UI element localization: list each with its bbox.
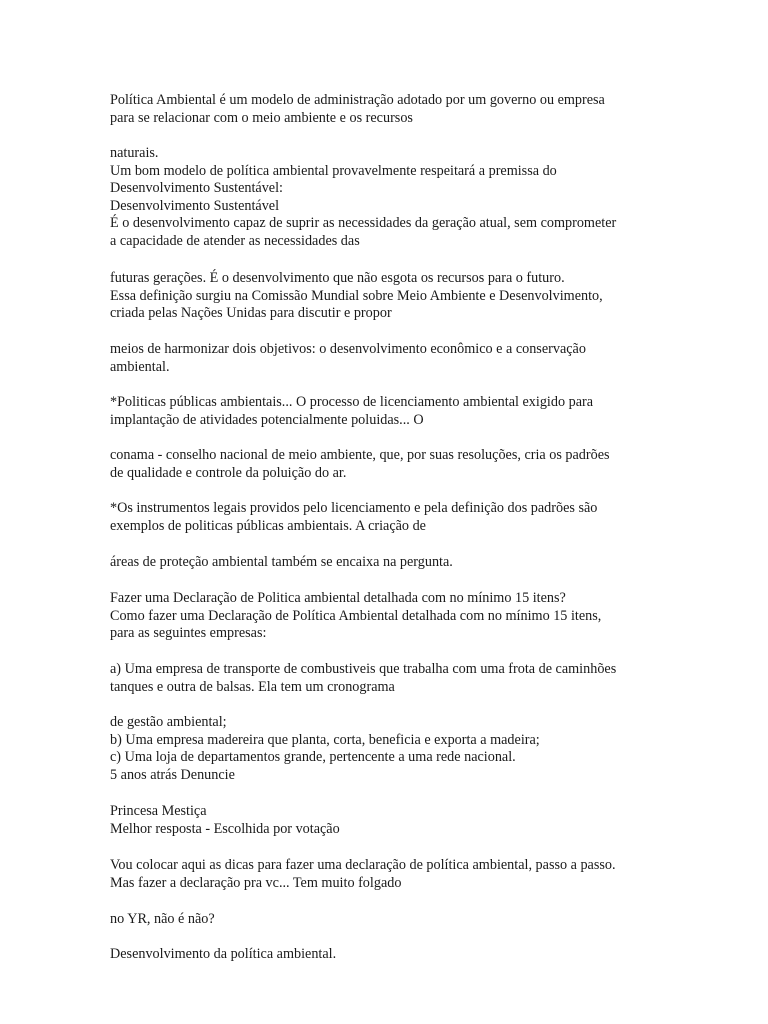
text-line: de gestão ambiental; (110, 714, 227, 730)
text-line: Política Ambiental é um modelo de administração adotado por um governo ou empresa (110, 92, 605, 108)
text-line: implantação de atividades potencialmente poluidas... O (110, 411, 424, 428)
text-line: Mas fazer a declaração pra vc... Tem muito folgado (110, 874, 402, 891)
paragraph-objectives (110, 341, 670, 376)
text-line: conama - conselho nacional de meio ambiente, que, por suas resoluções, cria os padrões (110, 447, 610, 463)
text-line: tanques e outra de balsas. Ela tem um cronograma (110, 678, 395, 695)
paragraph-company-a (110, 661, 670, 696)
text-line: Desenvolvimento da política ambiental. (110, 946, 337, 962)
paragraph-sustainable-development (110, 145, 670, 251)
paragraph-question (110, 590, 670, 643)
text-line: a capacidade de atender as necessidades das (110, 232, 360, 249)
text-line: É o desenvolvimento capaz de suprir as necessidades da geração atual, sem comprometer (110, 215, 617, 232)
text-line: b) Uma empresa madereira que planta, corta, beneficia e exporta a madeira; (110, 731, 540, 748)
text-line: naturais. (110, 145, 159, 161)
paragraph-intro (110, 92, 670, 127)
paragraph-companies-bc (110, 714, 670, 784)
text-line: Vou colocar aqui as dicas para fazer uma declaração de política ambiental, passo a passo. (110, 857, 616, 873)
paragraph-public-policies (110, 394, 670, 429)
text-line: Desenvolvimento Sustentável (110, 197, 280, 214)
text-line: c) Uma loja de departamentos grande, pertencente a uma rede nacional. (110, 749, 516, 766)
paragraph-protection-areas (110, 554, 670, 572)
paragraph-development-heading (110, 946, 670, 964)
text-line: Fazer uma Declaração de Politica ambiental detalhada com no mínimo 15 itens? (110, 590, 566, 606)
text-line: ambiental. (110, 358, 170, 375)
text-line: de qualidade e controle da poluição do ar. (110, 464, 347, 481)
paragraph-best-answer (110, 803, 670, 838)
paragraph-definition (110, 270, 670, 323)
text-line: Um bom modelo de política ambiental provavelmente respeitará a premissa do (110, 162, 557, 179)
text-line: *Os instrumentos legais providos pelo licenciamento e pela definição dos padrões são (110, 500, 598, 516)
text-line: Desenvolvimento Sustentável: (110, 180, 283, 197)
paragraph-yr (110, 911, 670, 929)
paragraph-conama (110, 447, 670, 482)
text-line: Princesa Mestiça (110, 803, 207, 819)
text-line: meios de harmonizar dois objetivos: o desenvolvimento econômico e a conservação (110, 341, 586, 357)
text-line: exemplos de politicas públicas ambientais. A criação de (110, 517, 426, 534)
text-line: Como fazer uma Declaração de Política Ambiental detalhada com no mínimo 15 itens, (110, 607, 602, 624)
paragraph-answer-intro (110, 857, 670, 892)
text-line: áreas de proteção ambiental também se encaixa na pergunta. (110, 554, 453, 570)
text-line: *Politicas públicas ambientais... O processo de licenciamento ambiental exigido para (110, 394, 594, 410)
text-line: no YR, não é não? (110, 911, 215, 927)
text-line: para se relacionar com o meio ambiente e os recursos (110, 109, 413, 126)
paragraph-legal-instruments (110, 500, 670, 535)
text-line: para as seguintes empresas: (110, 625, 267, 642)
text-line: Essa definição surgiu na Comissão Mundial sobre Meio Ambiente e Desenvolvimento, (110, 287, 603, 304)
text-line: futuras gerações. É o desenvolvimento que não esgota os recursos para o futuro. (110, 270, 565, 286)
text-line: Melhor resposta - Escolhida por votação (110, 820, 340, 837)
text-line: 5 anos atrás Denuncie (110, 766, 235, 783)
text-line: a) Uma empresa de transporte de combustiveis que trabalha com uma frota de caminhões (110, 661, 617, 677)
text-line: criada pelas Nações Unidas para discutir e propor (110, 305, 392, 322)
